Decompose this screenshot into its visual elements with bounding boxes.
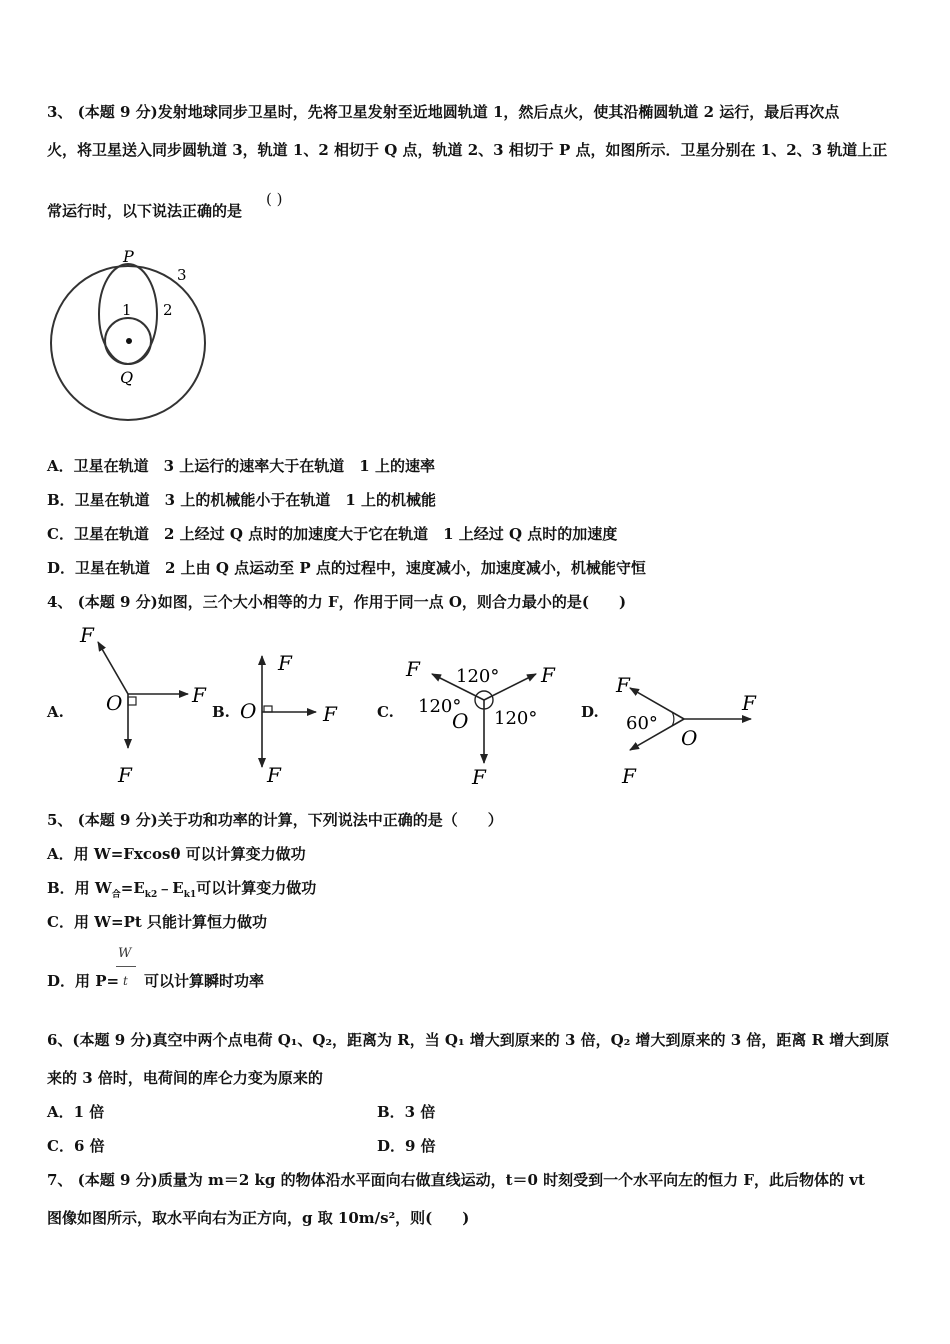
- a-label-F3: F: [118, 763, 132, 787]
- b-label-F3: F: [267, 763, 281, 787]
- q5-b-mid2: ﹣E: [157, 879, 184, 897]
- d-label-F1: F: [616, 673, 630, 697]
- label-orbit-1: 1: [122, 301, 132, 319]
- c-angle-top: 120°: [456, 666, 500, 687]
- c-angle-right: 120°: [494, 708, 538, 729]
- q3-stem-line2: 火，将卫星送入同步圆轨道 3，轨道 1、2 相切于 Q 点，轨道 2、3 相切于 P 点，如图所示．卫星分别在 1、2、3 轨道上正: [47, 141, 888, 159]
- q6-option-c[interactable]: C．6 倍: [47, 1137, 105, 1155]
- label-orbit-3: 3: [177, 266, 187, 284]
- b-label-F1: F: [278, 651, 292, 675]
- q6-option-a[interactable]: A．1 倍: [47, 1103, 105, 1121]
- a-label-F1: F: [80, 623, 94, 647]
- q5-b-mid: =E: [120, 879, 145, 897]
- orbit-diagram: [45, 245, 215, 425]
- q3-option-a[interactable]: A．卫星在轨道 3 上运行的速率大于在轨道 1 上的速率: [47, 457, 435, 475]
- q5-option-d-suffix: 可以计算瞬时功率: [144, 972, 265, 990]
- q4-option-b-label[interactable]: B.: [212, 703, 230, 721]
- c-label-F3: F: [472, 765, 486, 789]
- q5-option-c[interactable]: C．用 W=Pt 只能计算恒力做功: [47, 913, 268, 931]
- c-label-F2: F: [541, 663, 555, 687]
- q5-d-fraction-numerator: W: [118, 946, 132, 961]
- q6-stem-line2: 来的 3 倍时，电荷间的库仑力变为原来的: [47, 1069, 323, 1087]
- q4-option-a-label[interactable]: A.: [47, 703, 64, 721]
- diagram-c: [405, 657, 556, 789]
- q5-d-fraction-denominator: t: [123, 974, 128, 988]
- q4-stem: 4、 (本题 9 分)如图，三个大小相等的力 F，作用于同一点 O，则合力最小的是( ): [47, 593, 627, 611]
- earth-center-dot: [126, 338, 132, 344]
- q4-option-c-label[interactable]: C.: [377, 703, 394, 721]
- diagram-a: [79, 623, 207, 787]
- q3-option-b[interactable]: B．卫星在轨道 3 上的机械能小于在轨道 1 上的机械能: [47, 491, 436, 509]
- label-orbit-2: 2: [163, 301, 173, 319]
- c-label-O: O: [452, 709, 469, 733]
- q4-option-d-label[interactable]: D.: [581, 703, 599, 721]
- c-angle-left: 120°: [418, 696, 462, 717]
- a-label-F2: F: [192, 683, 206, 707]
- diagram-b: [240, 651, 338, 787]
- q3-option-d[interactable]: D．卫星在轨道 2 上由 Q 点运动至 P 点的过程中，速度减小，加速度减小，机械能守恒: [47, 559, 646, 577]
- q3-stem-line1: 3、 (本题 9 分)发射地球同步卫星时，先将卫星发射至近地圆轨道 1，然后点火，使其沿椭圆轨道 2 运行，最后再次点: [47, 103, 840, 121]
- q5-option-d-prefix[interactable]: D．用 P=: [47, 972, 120, 990]
- q5-d-fraction-bar: [116, 966, 136, 967]
- q6-option-d[interactable]: D．9 倍: [377, 1137, 436, 1155]
- d-angle: 60°: [626, 713, 658, 734]
- a-label-O: O: [106, 691, 123, 715]
- q3-answer-paren: ( ): [266, 190, 283, 208]
- diagram-d: [615, 673, 757, 788]
- q5-b-sub2: k2: [144, 890, 158, 900]
- label-P: P: [123, 247, 134, 266]
- label-Q: Q: [120, 368, 134, 387]
- d-label-F3: F: [622, 764, 636, 788]
- q5-b-pre: B．用 W: [47, 879, 112, 897]
- q5-b-post: 可以计算变力做功: [196, 879, 317, 897]
- q4-force-diagrams: [0, 620, 950, 795]
- q5-stem: 5、 (本题 9 分)关于功和功率的计算，下列说法中正确的是（ ）: [47, 811, 503, 829]
- q7-stem-line1: 7、 (本题 9 分)质量为 m＝2 kg 的物体沿水平面向右做直线运动，t＝0 时刻受到一个水平向左的恒力 F，此后物体的 vt: [47, 1171, 865, 1189]
- q5-option-a[interactable]: A．用 W=Fxcosθ 可以计算变力做功: [47, 845, 306, 863]
- q3-stem-line3: 常运行时，以下说法正确的是: [47, 202, 243, 220]
- b-label-O: O: [240, 699, 257, 723]
- q5-option-b[interactable]: [47, 879, 316, 904]
- b-label-F2: F: [323, 702, 337, 726]
- c-label-F1: F: [406, 657, 420, 681]
- d-label-O: O: [681, 726, 698, 750]
- q5-b-sub1: 合: [111, 890, 121, 900]
- q7-stem-line2: 图像如图所示，取水平向右为正方向，g 取 10m/s²，则( ): [47, 1209, 470, 1227]
- q6-option-b[interactable]: B．3 倍: [377, 1103, 436, 1121]
- q6-stem-line1: 6、(本题 9 分)真空中两个点电荷 Q₁、Q₂，距离为 R，当 Q₁ 增大到原来的 3 倍，Q₂ 增大到原来的 3 倍，距离 R 增大到原: [47, 1031, 890, 1049]
- q3-option-c[interactable]: C．卫星在轨道 2 上经过 Q 点时的加速度大于它在轨道 1 上经过 Q 点时的加速度: [47, 525, 618, 543]
- q5-b-sub3: k1: [183, 890, 197, 900]
- d-label-F2: F: [742, 691, 756, 715]
